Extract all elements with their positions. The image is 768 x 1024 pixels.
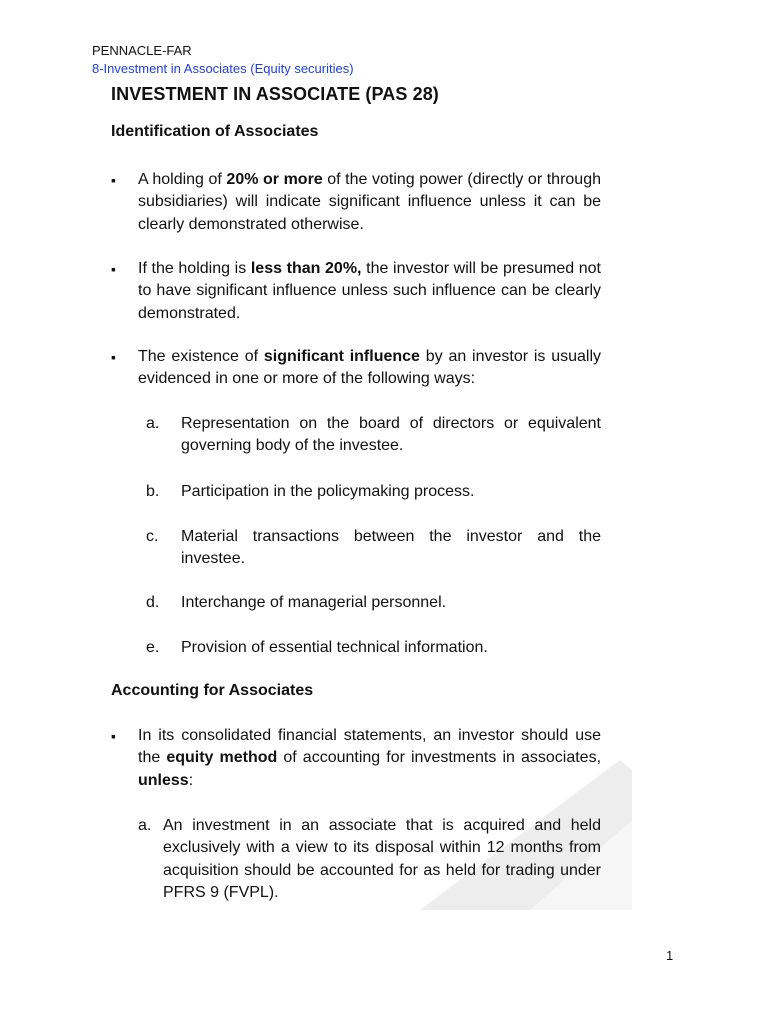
list-item [146,526,601,571]
section-heading-identification: Identification of Associates [111,123,319,140]
section-heading-accounting: Accounting for Associates [111,682,314,699]
bullet-text: If the holding is less than 20%, the investor will be presumed not to have significant influence unless such influence can be clearly demonstrated. [138,260,601,322]
list-item [138,815,601,905]
bullet-icon: ▪ [111,728,116,744]
bullet-item [111,169,601,236]
page-number: 1 [666,948,674,963]
list-item-label: e. [146,639,160,656]
list-item-label: d. [146,594,160,611]
list-item [146,637,601,659]
list-item-label: b. [146,483,160,500]
list-item [146,413,601,458]
bullet-icon: ▪ [111,349,116,365]
list-item-text: Material transactions between the investor and the investee. [181,528,601,568]
page-title: INVESTMENT IN ASSOCIATE (PAS 28) [111,84,439,104]
list-item [146,481,601,503]
bullet-icon: ▪ [111,172,116,188]
list-item-label: c. [146,528,159,545]
bullet-icon: ▪ [111,261,116,277]
bullet-text: A holding of 20% or more of the voting power (directly or through subsidiaries) will indicate significant influence unless it can be clearly demonstrated otherwise. [138,171,601,233]
bullet-text: In its consolidated financial statements, an investor should use the equity method of accounting for investments in associates, unless: [138,727,602,789]
list-item-text: Provision of essential technical information. [181,639,488,656]
list-item-text: Participation in the policymaking process. [181,483,475,500]
list-item-label: a. [138,817,152,834]
header-topic: 8-Investment in Associates (Equity securities) [92,61,354,76]
bullet-item [111,346,601,391]
list-item-text: Interchange of managerial personnel. [181,594,447,611]
list-item-text: Representation on the board of directors or equivalent governing body of the investee. [181,415,601,455]
bullet-item [111,725,601,792]
list-item [146,592,601,614]
list-item-text: An investment in an associate that is acquired and held exclusively with a view to its disposal within 12 months from acquisition should be accounted for as held for trading under PFRS 9 (FVPL). [163,817,601,902]
list-item-label: a. [146,415,160,432]
bullet-text: The existence of significant influence by an investor is usually evidenced in one or more of the following ways: [138,348,602,388]
header-course: PENNACLE-FAR [92,43,192,58]
bullet-item [111,258,601,325]
